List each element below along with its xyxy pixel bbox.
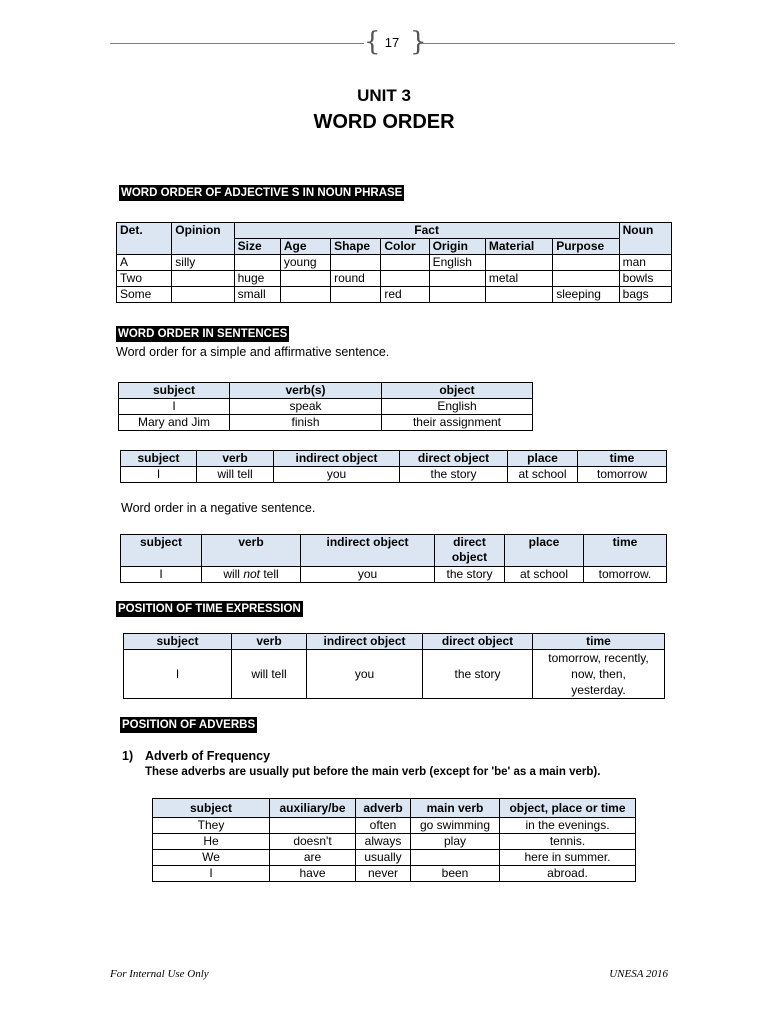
cell: you [301,567,435,583]
cell: tomorrow [578,467,667,483]
cell: small [234,287,280,303]
table-row [117,287,672,303]
cell: sleeping [553,287,619,303]
cell [553,271,619,287]
col-purpose: Purpose [553,239,619,255]
col-color: Color [381,239,429,255]
time-line: tomorrow, recently, [548,651,649,665]
section-heading-adjectives: WORD ORDER OF ADJECTIVE S IN NOUN PHRASE [121,187,403,199]
cell: been [411,866,500,882]
table-header-row [117,223,672,239]
col-verb: verb [197,451,274,467]
adverb-frequency-table [152,798,636,882]
col-size: Size [234,239,280,255]
cell: abroad. [500,866,636,882]
cell-verb-negative [202,567,301,583]
col-verbs: verb(s) [230,383,382,399]
cell: are [270,850,356,866]
col-place: place [508,451,578,467]
cell: silly [172,255,234,271]
col-direct-object: direct object [400,451,508,467]
cell: go swimming [411,818,500,834]
left-brace-icon: { [364,27,381,57]
cell: man [619,255,671,271]
header-rule-left [110,43,364,44]
negation-word: not [243,567,260,581]
cell: at school [505,567,584,583]
col-verb: verb [202,535,301,567]
cell: tomorrow. [584,567,667,583]
cell: Two [117,271,172,287]
cell: here in summer. [500,850,636,866]
footer-left: For Internal Use Only [110,968,209,980]
verb-part: will [223,567,244,581]
cell: usually [356,850,411,866]
col-material: Material [485,239,552,255]
cell: young [280,255,330,271]
adjective-order-table [116,222,672,303]
col-opinion: Opinion [172,223,234,255]
table-row [121,467,667,483]
cell: metal [485,271,552,287]
page-number: 17 [384,35,400,50]
col-det: Det. [117,223,172,255]
cell [411,850,500,866]
list-item-number: 1) [122,749,134,763]
table-header-row [124,634,665,650]
cell-time-expressions [533,650,665,699]
cell: will tell [197,467,274,483]
cell: always [356,834,411,850]
col-subject: subject [121,535,202,567]
col-origin: Origin [429,239,485,255]
cell: the story [435,567,505,583]
page-title: WORD ORDER [313,111,455,133]
adverb-frequency-title: Adverb of Frequency [145,749,271,763]
col-object: object [382,383,533,399]
col-indirect-object: indirect object [301,535,435,567]
col-shape: Shape [331,239,381,255]
cell: English [429,255,485,271]
cell: I [119,399,230,415]
cell: bags [619,287,671,303]
col-indirect-object: indirect object [274,451,400,467]
col-place: place [505,535,584,567]
cell [280,271,330,287]
cell [280,287,330,303]
col-subject: subject [153,799,270,818]
col-direct-object: direct object [423,634,533,650]
table-header-row [119,383,533,399]
table-row [124,650,665,699]
col-adverb: adverb [356,799,411,818]
col-time: time [584,535,667,567]
cell [429,287,485,303]
col-auxiliary: auxiliary/be [270,799,356,818]
cell [485,287,552,303]
adverb-frequency-desc: These adverbs are usually put before the main verb (except for 'be' as a main verb). [145,766,601,778]
cell: speak [230,399,382,415]
cell: in the evenings. [500,818,636,834]
negative-intro: Word order in a negative sentence. [121,501,316,515]
time-expression-table [123,633,665,699]
cell: never [356,866,411,882]
time-line: now, then, [571,667,626,681]
table-row [153,834,636,850]
table-header-row [121,535,667,567]
cell [331,287,381,303]
col-time: time [533,634,665,650]
col-indirect-object: indirect object [307,634,423,650]
cell [485,255,552,271]
cell: at school [508,467,578,483]
col-subject: subject [121,451,197,467]
table-header-row [121,451,667,467]
col-main-verb: main verb [411,799,500,818]
cell: the story [400,467,508,483]
svo-table [118,382,533,431]
col-verb: verb [232,634,307,650]
cell: often [356,818,411,834]
cell: have [270,866,356,882]
table-row [153,866,636,882]
table-row [153,850,636,866]
col-object-place-time: object, place or time [500,799,636,818]
cell: We [153,850,270,866]
full-sentence-table [120,450,667,483]
section-heading-sentences: WORD ORDER IN SENTENCES [118,328,288,340]
right-brace-icon: } [410,27,427,57]
table-row [121,567,667,583]
footer-right: UNESA 2016 [609,968,668,980]
table-row [153,818,636,834]
cell: finish [230,415,382,431]
cell: I [121,567,202,583]
cell: their assignment [382,415,533,431]
col-direct-object: direct object [435,535,505,567]
affirmative-intro: Word order for a simple and affirmative sentence. [116,345,390,359]
time-line: yesterday. [571,683,626,697]
col-fact: Fact [234,223,619,239]
cell: They [153,818,270,834]
section-heading-time-expression: POSITION OF TIME EXPRESSION [118,603,301,615]
cell [172,271,234,287]
cell: Some [117,287,172,303]
col-noun: Noun [619,223,671,255]
cell: will tell [232,650,307,699]
section-heading-adverbs: POSITION OF ADVERBS [122,719,256,731]
cell: you [307,650,423,699]
table-row [119,415,533,431]
cell: I [121,467,197,483]
cell: red [381,287,429,303]
table-header-row [153,799,636,818]
col-subject: subject [119,383,230,399]
cell: play [411,834,500,850]
verb-part: tell [260,567,279,581]
negative-sentence-table [120,534,667,583]
cell: A [117,255,172,271]
unit-label: UNIT 3 [357,86,411,105]
cell: bowls [619,271,671,287]
cell [429,271,485,287]
cell: I [124,650,232,699]
cell [172,287,234,303]
cell: I [153,866,270,882]
cell: doesn't [270,834,356,850]
cell [381,255,429,271]
cell [270,818,356,834]
table-row [117,271,672,287]
cell: He [153,834,270,850]
cell: huge [234,271,280,287]
table-row [117,255,672,271]
table-row [119,399,533,415]
cell [381,271,429,287]
col-subject: subject [124,634,232,650]
col-time: time [578,451,667,467]
cell: you [274,467,400,483]
cell: the story [423,650,533,699]
cell [234,255,280,271]
cell [553,255,619,271]
cell: round [331,271,381,287]
cell: Mary and Jim [119,415,230,431]
header-rule-right [420,43,675,44]
cell: English [382,399,533,415]
col-age: Age [280,239,330,255]
cell [331,255,381,271]
cell: tennis. [500,834,636,850]
